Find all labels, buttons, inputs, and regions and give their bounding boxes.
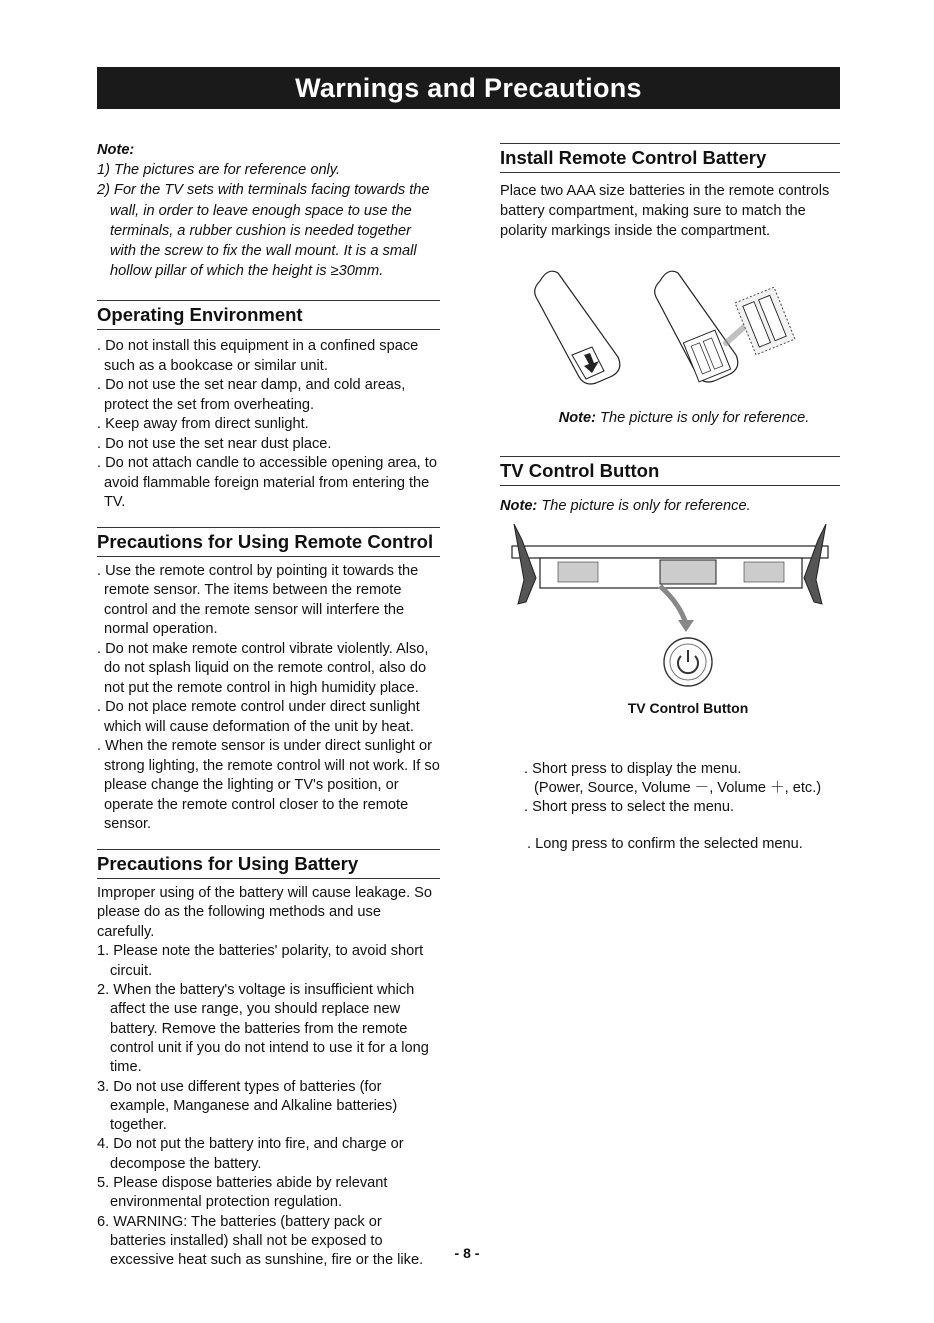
battery-precautions-title: Precautions for Using Battery (97, 849, 440, 879)
arrow-head-icon (678, 620, 694, 632)
note-item-1: 1) The pictures are for reference only. (97, 162, 341, 179)
power-button-icon (664, 638, 712, 686)
tv-control-descriptions (500, 760, 840, 854)
list-item: 2. When the battery's voltage is insufficient which affect the use range, you should replace new battery. Remove the batteries from the remote control unit if you do not intend to use it for a long time. (97, 982, 429, 1076)
operating-environment-list (97, 337, 440, 513)
tv-control-title: TV Control Button (500, 456, 840, 486)
tv-control-illustration (500, 520, 840, 688)
install-battery-body: Place two AAA size batteries in the remote controls battery compartment, making sure to match the polarity markings inside the compartment. (500, 183, 830, 239)
list-item: (Power, Source, Volume －, Volume ＋, etc.) (534, 780, 822, 796)
list-item: . Keep away from direct sunlight. (97, 416, 309, 433)
list-item: . Do not use the set near damp, and cold areas, protect the set from overheating. (97, 377, 406, 413)
note-item-2: 2) For the TV sets with terminals facing towards the wall, in order to leave enough space to use the terminals, a rubber cushion is needed together with the screw to fix the wall mount. It is a small hollow pillar of which the height is ≥30mm. (97, 182, 430, 280)
list-item: . When the remote sensor is under direct sunlight or strong lighting, the remote control will not work. If so please change the lighting or TV's position, or operate the remote control closer to the remote sensor. (97, 738, 440, 833)
list-item: 4. Do not put the battery into fire, and charge or decompose the battery. (97, 1136, 404, 1172)
list-item: . Use the remote control by pointing it towards the remote sensor. The items between the remote control and the remote sensor will interfere the normal operation. (97, 562, 419, 638)
list-item: . Do not use the set near dust place. (97, 435, 332, 452)
right-column (500, 143, 840, 854)
page-banner: Warnings and Precautions (97, 67, 840, 109)
note-title: Note: (97, 142, 135, 158)
note-block (97, 140, 440, 281)
remote-battery-illustration (500, 259, 840, 394)
list-item: 5. Please dispose batteries abide by relevant environmental protection regulation. (97, 1174, 388, 1211)
list-item: . Do not attach candle to accessible opening area, to avoid flammable foreign material from entering the TV. (97, 455, 437, 511)
remote-back-icon (655, 271, 744, 382)
list-item: 3. Do not use different types of batteries (for example, Manganese and Alkaline batteries) together. (97, 1078, 398, 1134)
list-item: . Do not make remote control vibrate violently. Also, do not splash liquid on the remote control, also do not put the remote control in high humidity place. (97, 640, 429, 696)
install-battery-title: Install Remote Control Battery (500, 143, 840, 173)
tv-stand-icon (512, 524, 828, 604)
tv-control-caption: TV Control Button (627, 700, 749, 716)
list-item: . Do not install this equipment in a confined space such as a bookcase or similar unit. (97, 338, 419, 374)
battery-compartment-icon (735, 287, 795, 355)
list-item: . Do not place remote control under direct sunlight which will cause deformation of the unit by heat. (97, 699, 420, 735)
list-item: 6. WARNING: The batteries (battery pack or batteries installed) shall not be exposed to excessive heat such as sunshine, fire or the like. (97, 1213, 424, 1269)
operating-environment-title: Operating Environment (97, 300, 440, 330)
list-item: . Long press to confirm the selected menu. (527, 836, 803, 852)
battery-intro: Improper using of the battery will cause leakage. So please do as the following methods and use carefully. (97, 884, 433, 940)
install-battery-note: Note: The picture is only for reference. (558, 410, 810, 426)
left-column (97, 140, 440, 1270)
remote-precautions-list (97, 562, 440, 835)
tv-control-note: Note: The picture is only for reference. (500, 498, 751, 514)
remote-front-icon (535, 271, 620, 384)
battery-precautions-list (97, 942, 440, 1270)
remote-precautions-title: Precautions for Using Remote Control (97, 527, 440, 557)
list-item: . Short press to select the menu. (524, 799, 735, 815)
list-item: 1. Please note the batteries' polarity, to avoid short circuit. (97, 943, 424, 979)
pointer-arrow-icon (660, 586, 686, 624)
list-item: . Short press to display the menu. (524, 761, 742, 777)
page-number: - 8 - (454, 1245, 480, 1261)
